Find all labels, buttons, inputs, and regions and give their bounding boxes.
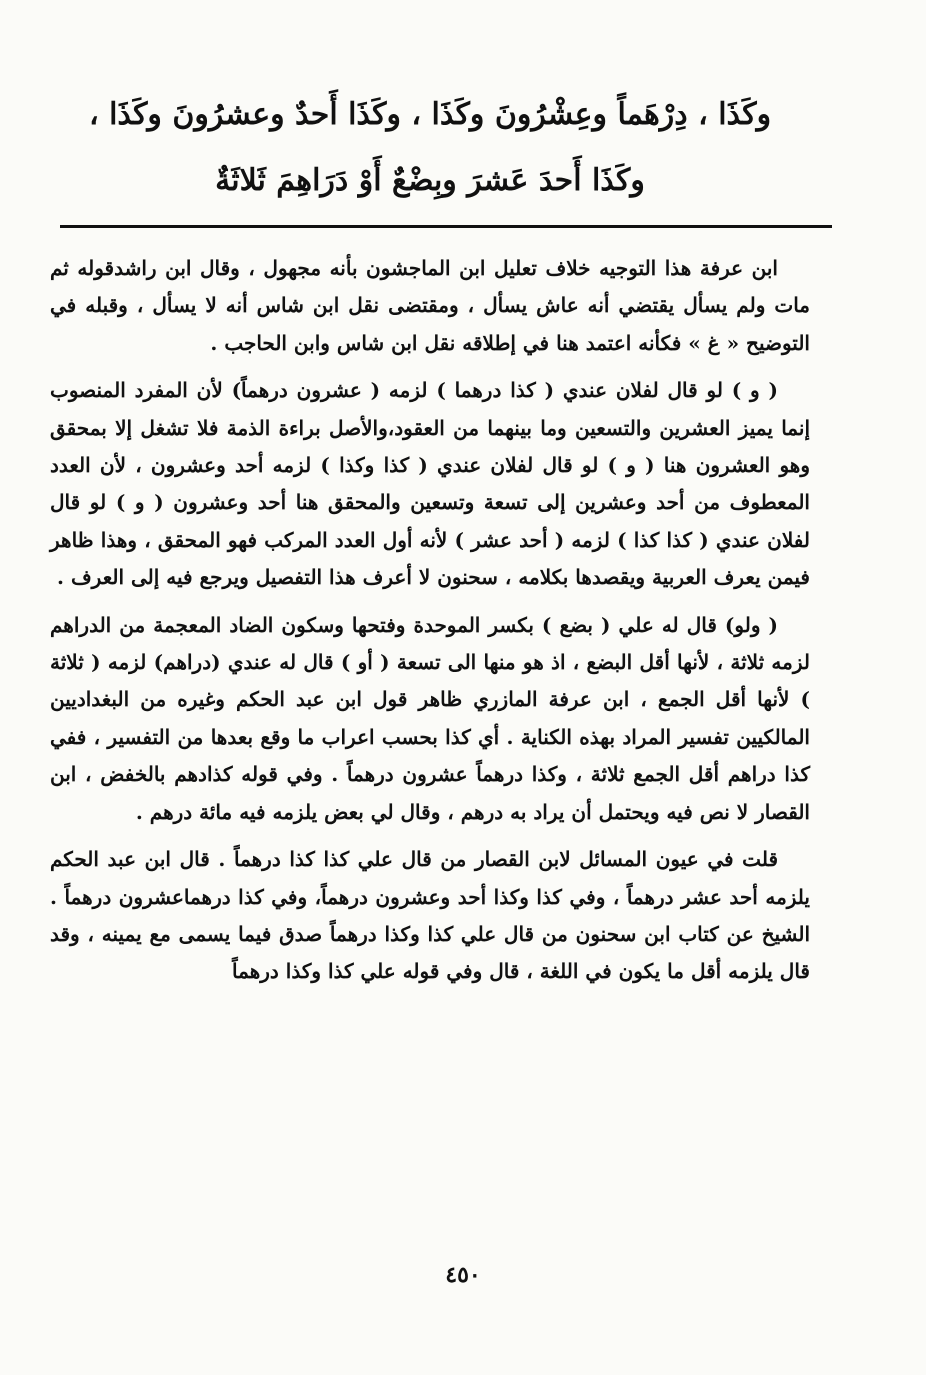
paragraph-2: ( و ) لو قال لفلان عندي ( كذا درهما ) لزمه ( عشرون درهماً) لأن المفرد المنصوب إنما يميز العشرين والتسعين وما بينهما من العقود،والأصل براءة الذمة فلا تشغل إلا بمحقق وهو العشرون هنا ( و ) لو قال لفلان عندي ( كذا وكذا ) لزمه أحد وعشرون ، لأن العدد المعطوف من أحد وعشرين إلى تسعة وتسعين والمحقق هنا أحد وعشرون ( و ) لو قال لفلان عندي ( كذا كذا ) لزمه ( أحد عشر ) لأنه أول العدد المركب فهو المحقق ، وهذا ظاهر فيمن يعرف العربية ويقصدها بكلامه ، سحنون لا أعرف هذا التفصيل ويرجع فيه إلى العرف . xyxy=(50,378,810,590)
matn-line-1: وكَذَا ، دِرْهَماً وعِشْرُونَ وكَذَا ، وكَذَا أَحدٌ وعشرُونَ وكَذَا ، xyxy=(88,97,772,132)
commentary-body xyxy=(50,250,810,1001)
paragraph-3: ( ولو) قال له علي ( بضع ) بكسر الموحدة وفتحها وسكون الضاد المعجمة من الدراهم لزمه ثلاثة ، لأنها أقل البضع ، اذ هو منها الى تسعة ( أو ) قال له عندي (دراهم) لزمه ( ثلاثة ) لأنها أقل الجمع ، ابن عرفة المازري ظاهر قول ابن عبد الحكم وغيره من البغداديين المالكيين تفسير المراد بهذه الكناية . أي كذا بحسب اعراب ما وقع بعدها من التفسير ، ففي كذا دراهم أقل الجمع ثلاثة ، وكذا درهماً عشرون درهماً . وفي قوله كذادهم بالخفض ، ابن القصار لا نص فيه ويحتمل أن يراد به درهم ، وقال لي بعض يلزمه فيه مائة درهم . xyxy=(50,612,810,824)
paragraph-1: ابن عرفة هذا التوجيه خلاف تعليل ابن الماجشون بأنه مجهول ، وقال ابن راشدقوله ثم مات ولم يسأل يقتضي أنه عاش يسأل ، ومقتضى نقل ابن شاس أنه لا يسأل ، وقبله في التوضيح « غ » فكأنه اعتمد هنا في إطلاقه نقل ابن شاس وابن الحاجب . xyxy=(50,256,810,355)
page-number: ٤٥٠ xyxy=(445,1262,481,1288)
matn-line-2: وكَذَا أَحدَ عَشرَ وبِضْعٌ أَوْ دَرَاهِمَ ثَلاثَةٌ xyxy=(215,163,645,198)
separator-rule xyxy=(60,225,832,228)
paragraph-4: قلت في عيون المسائل لابن القصار من قال علي كذا كذا درهماً . قال ابن عبد الحكم يلزمه أحد عشر درهماً ، وفي كذا وكذا أحد وعشرون درهماً، وفي كذا درهماعشرون درهماً . الشيخ عن كتاب ابن سحنون من قال علي كذا وكذا درهماً صدق فيما يسمى مع يمينه ، وقد قال يلزمه أقل ما يكون في اللغة ، قال وفي قوله علي كذا وكذا درهماً xyxy=(50,847,811,984)
